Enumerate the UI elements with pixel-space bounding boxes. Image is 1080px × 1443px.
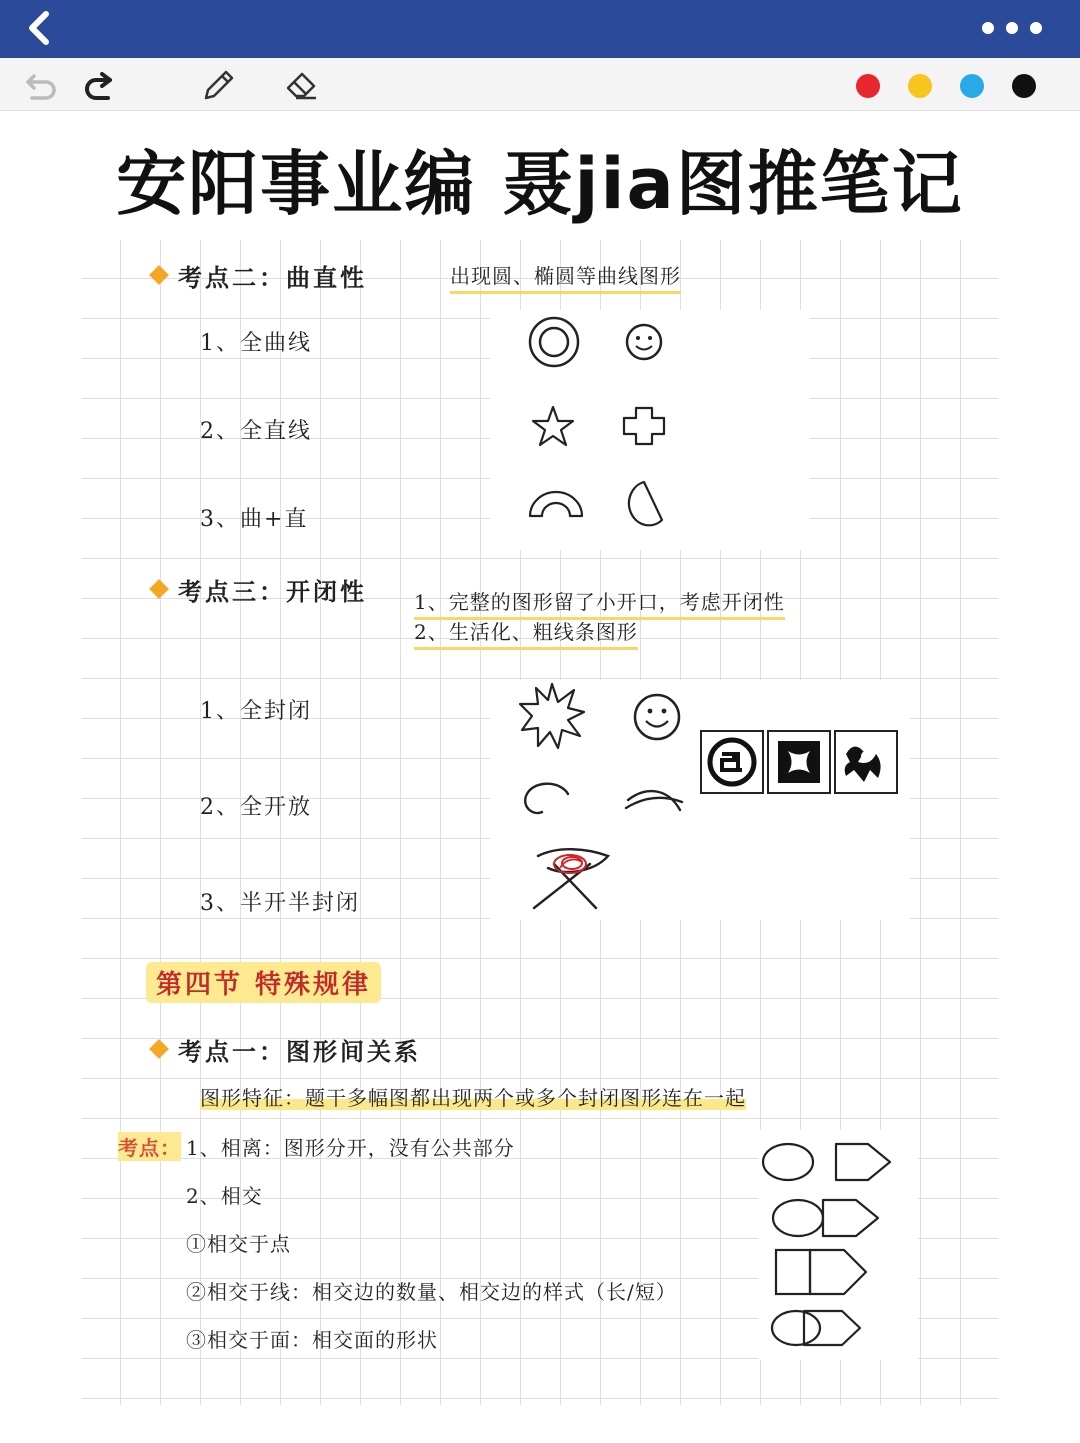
diamond-bullet-icon <box>149 265 169 285</box>
app-header <box>0 0 1080 58</box>
smiley-face-figure <box>632 690 682 744</box>
point3-item: 2、全开放 <box>200 795 312 820</box>
point2-note: 出现圆、椭圆等曲线图形 <box>450 260 681 294</box>
point2-heading: 考点二：曲直性 <box>178 263 367 292</box>
point3-item: 3、半开半封闭 <box>200 891 360 916</box>
color-black-swatch[interactable] <box>1012 74 1036 98</box>
more-dots-icon[interactable] <box>980 14 1044 42</box>
relation-item: ②相交于线：相交边的数量、相交边的样式（长/短） <box>186 1280 677 1304</box>
open-arc-figure <box>520 778 572 818</box>
relation-item: ③相交于面：相交面的形状 <box>186 1328 438 1352</box>
chevron-left-icon[interactable] <box>20 8 60 48</box>
undo-icon[interactable] <box>22 66 60 104</box>
redo-icon[interactable] <box>80 66 118 104</box>
relation-item: 2、相交 <box>186 1184 263 1208</box>
arch-figure <box>526 488 586 520</box>
relation-item: ①相交于点 <box>186 1232 291 1256</box>
notebook-page <box>82 240 998 1405</box>
relation-item: 1、相离：图形分开，没有公共部分 <box>186 1136 515 1160</box>
section4-point1-heading: 考点一：图形间关系 <box>178 1037 421 1066</box>
diamond-bullet-icon <box>149 1039 169 1059</box>
color-blue-swatch[interactable] <box>960 74 984 98</box>
point3-heading: 考点三：开闭性 <box>178 577 367 606</box>
color-red-swatch[interactable] <box>856 74 880 98</box>
crossed-curves-figure <box>624 786 684 816</box>
relation-shapes-figure <box>760 1138 894 1360</box>
page-title: 安阳事业编 聂jia图推笔记 <box>116 143 964 225</box>
star-figure <box>530 404 576 448</box>
section4-feature <box>200 1082 746 1111</box>
concentric-circles-figure <box>526 314 582 370</box>
point2-item: 1、全曲线 <box>200 331 312 356</box>
smiley-figure <box>624 322 664 362</box>
point2-item: 3、曲+直 <box>200 507 309 532</box>
pen-icon[interactable] <box>198 66 236 104</box>
semicircle-figure <box>620 478 666 526</box>
section4-title: 第四节 特殊规律 <box>146 962 381 1003</box>
section4-feature-text: 图形特征：题干多幅图都出现两个或多个封闭图形连在一起 <box>200 1086 746 1110</box>
starburst-figure <box>518 682 586 750</box>
diamond-bullet-icon <box>149 579 169 599</box>
eraser-icon[interactable] <box>282 66 320 104</box>
eye-cross-figure <box>530 846 612 910</box>
point3-note: 2、生活化、粗线条图形 <box>414 616 638 650</box>
closure-logo-row <box>700 730 898 794</box>
point2-item: 2、全直线 <box>200 419 312 444</box>
point3-item: 1、全封闭 <box>200 699 312 724</box>
color-yellow-swatch[interactable] <box>908 74 932 98</box>
kp-label: 考点： <box>118 1132 181 1161</box>
point3-note: 1、完整的图形留了小开口，考虑开闭性 <box>414 586 785 620</box>
cross-figure <box>622 406 666 446</box>
